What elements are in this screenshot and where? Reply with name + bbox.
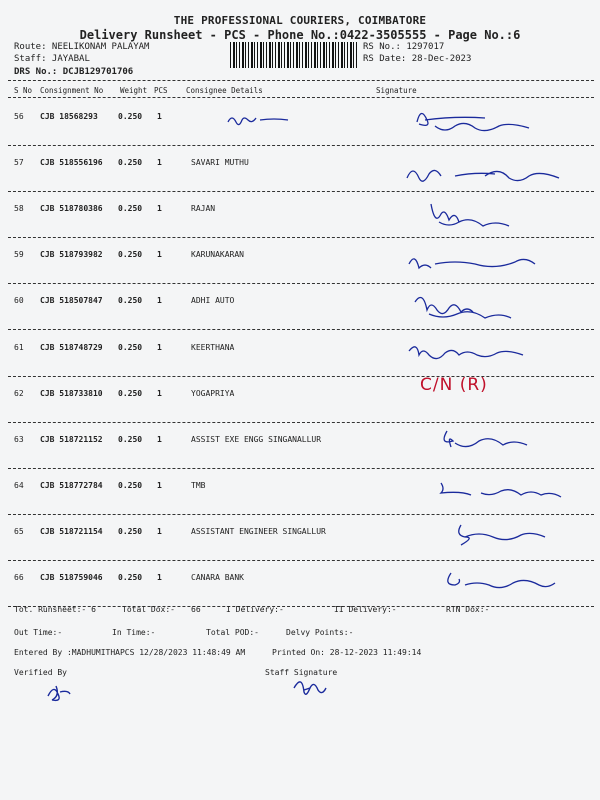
row-consignment-no: CJB 518793982 bbox=[40, 250, 103, 260]
col-consignee-header: Consignee Details bbox=[186, 86, 263, 95]
consignee-signature-icon bbox=[395, 146, 595, 192]
row-pcs: 1 bbox=[157, 434, 162, 444]
consignee-signature-icon bbox=[395, 423, 595, 469]
row-pcs: 1 bbox=[157, 204, 162, 214]
tot-runsheet: Tot. Runsheet:- 6 bbox=[14, 605, 96, 614]
row-consignment-no: CJB 518748729 bbox=[40, 342, 103, 352]
consignee-signature-icon bbox=[395, 469, 595, 515]
row-pcs: 1 bbox=[157, 526, 162, 536]
row-sno: 62 bbox=[14, 388, 24, 398]
row-pcs: 1 bbox=[157, 296, 162, 306]
row-pcs: 1 bbox=[157, 388, 162, 398]
consignee-scribble-icon bbox=[224, 108, 314, 138]
row-weight: 0.250 bbox=[118, 388, 143, 398]
row-weight: 0.250 bbox=[118, 342, 143, 352]
table-row bbox=[0, 377, 600, 423]
consignee-signature-icon bbox=[395, 515, 595, 561]
table-row bbox=[0, 238, 600, 284]
row-consignee: ASSISTANT ENGINEER SINGALLUR bbox=[191, 526, 326, 536]
consignee-signature-icon bbox=[395, 284, 595, 330]
verifier-signature-icon bbox=[38, 678, 78, 706]
row-sno: 58 bbox=[14, 204, 24, 214]
col-weight-header: Weight bbox=[120, 86, 148, 95]
rs-number: RS No.: 1297017 bbox=[363, 42, 445, 52]
drs-number: DRS No.: DCJB129701706 bbox=[14, 67, 134, 77]
table-row bbox=[0, 561, 600, 607]
row-pcs: 1 bbox=[157, 250, 162, 260]
row-consignee: CANARA BANK bbox=[191, 573, 244, 582]
table-row bbox=[0, 192, 600, 238]
table-row bbox=[0, 100, 600, 146]
row-consignee: TMB bbox=[191, 480, 206, 490]
in-time: In Time:- bbox=[112, 628, 156, 637]
row-consignment-no: CJB 518721152 bbox=[40, 434, 103, 444]
printed-on: Printed On: 28-12-2023 11:49:14 bbox=[272, 648, 422, 657]
row-consignment-no: CJB 518721154 bbox=[40, 526, 103, 536]
row-consignment-no: CJB 18568293 bbox=[40, 112, 98, 121]
rs-date: RS Date: 28-Dec-2023 bbox=[363, 54, 472, 64]
total-dox-label: Total Dox:- bbox=[122, 605, 175, 614]
column-header-divider bbox=[8, 97, 594, 98]
row-consignee: KARUNAKARAN bbox=[191, 250, 244, 260]
row-consignee: ASSIST EXE ENGG SINGANALLUR bbox=[191, 434, 322, 444]
company-title: THE PROFESSIONAL COURIERS, COIMBATORE bbox=[173, 14, 427, 27]
verified-by-label: Verified By bbox=[14, 668, 67, 677]
row-consignment-no: CJB 518759046 bbox=[40, 573, 103, 582]
row-sno: 57 bbox=[14, 158, 24, 168]
row-pcs: 1 bbox=[157, 573, 162, 582]
row-weight: 0.250 bbox=[118, 250, 143, 260]
row-weight: 0.250 bbox=[118, 112, 143, 121]
table-row bbox=[0, 423, 600, 469]
col-signature-header: Signature bbox=[376, 86, 417, 95]
return-note-stamp: C/N (R) bbox=[420, 375, 488, 395]
row-consignee: KEERTHANA bbox=[191, 342, 235, 352]
row-consignment-no: CJB 518772784 bbox=[40, 480, 103, 490]
row-consignee: RAJAN bbox=[191, 204, 216, 214]
delvy-points: Delvy Points:- bbox=[286, 628, 354, 637]
row-sno: 59 bbox=[14, 250, 24, 260]
row-pcs: 1 bbox=[157, 342, 162, 352]
row-sno: 60 bbox=[14, 296, 24, 306]
col-pcs-header: PCS bbox=[154, 86, 168, 95]
row-weight: 0.250 bbox=[118, 526, 143, 536]
runsheet-title: Delivery Runsheet - PCS - Phone No.:0422-3505555 - Page No.:6 bbox=[79, 28, 521, 42]
table-row bbox=[0, 146, 600, 192]
barcode-graphic bbox=[230, 42, 358, 68]
consignee-signature-icon bbox=[395, 561, 595, 607]
staff-signature-icon bbox=[290, 668, 340, 698]
ii-delivery: II Delivery:- bbox=[334, 605, 397, 614]
row-pcs: 1 bbox=[157, 112, 162, 121]
consignee-signature-icon bbox=[395, 192, 595, 238]
row-consignment-no: CJB 518780386 bbox=[40, 204, 103, 214]
row-weight: 0.250 bbox=[118, 434, 143, 444]
table-row bbox=[0, 284, 600, 330]
row-weight: 0.250 bbox=[118, 480, 143, 490]
row-consignment-no: CJB 518733810 bbox=[40, 388, 103, 398]
row-consignee: SAVARI MUTHU bbox=[191, 158, 249, 168]
row-consignment-no: CJB 518507847 bbox=[40, 296, 103, 306]
table-row bbox=[0, 469, 600, 515]
table-row bbox=[0, 515, 600, 561]
row-consignee: YOGAPRIYA bbox=[191, 388, 235, 398]
total-dox-value: 66 bbox=[191, 605, 201, 614]
row-sno: 64 bbox=[14, 480, 24, 490]
consignee-signature-icon bbox=[395, 100, 595, 146]
row-consignee: ADHI AUTO bbox=[191, 296, 235, 306]
row-weight: 0.250 bbox=[118, 158, 143, 168]
col-sno-header: S No bbox=[14, 86, 33, 95]
row-sno: 66 bbox=[14, 573, 24, 582]
row-sno: 61 bbox=[14, 342, 24, 352]
out-time: Out Time:- bbox=[14, 628, 63, 637]
col-consignment-header: Consignment No bbox=[40, 86, 104, 95]
row-sno: 65 bbox=[14, 526, 24, 536]
consignee-signature-icon bbox=[395, 331, 595, 377]
row-pcs: 1 bbox=[157, 158, 162, 168]
table-row bbox=[0, 331, 600, 377]
total-pod: Total POD:- bbox=[206, 628, 259, 637]
row-weight: 0.250 bbox=[118, 296, 143, 306]
consignee-signature-icon bbox=[395, 238, 595, 284]
row-pcs: 1 bbox=[157, 480, 162, 490]
route-label: Route: NEELIKONAM PALAYAM bbox=[14, 42, 150, 52]
row-weight: 0.250 bbox=[118, 573, 143, 582]
row-consignment-no: CJB 518556196 bbox=[40, 158, 103, 168]
entered-by: Entered By :MADHUMITHAPCS 12/28/2023 11:48:49 AM bbox=[14, 648, 246, 657]
rtn-dox: RTN Dox:- bbox=[446, 605, 490, 614]
row-weight: 0.250 bbox=[118, 204, 143, 214]
staff-label: Staff: JAYABAL bbox=[14, 54, 90, 64]
i-delivery: I Delivery:- bbox=[226, 605, 284, 614]
header-divider bbox=[8, 80, 594, 81]
staff-signature-label: Staff Signature bbox=[265, 668, 338, 677]
row-sno: 56 bbox=[14, 112, 24, 121]
row-sno: 63 bbox=[14, 434, 24, 444]
